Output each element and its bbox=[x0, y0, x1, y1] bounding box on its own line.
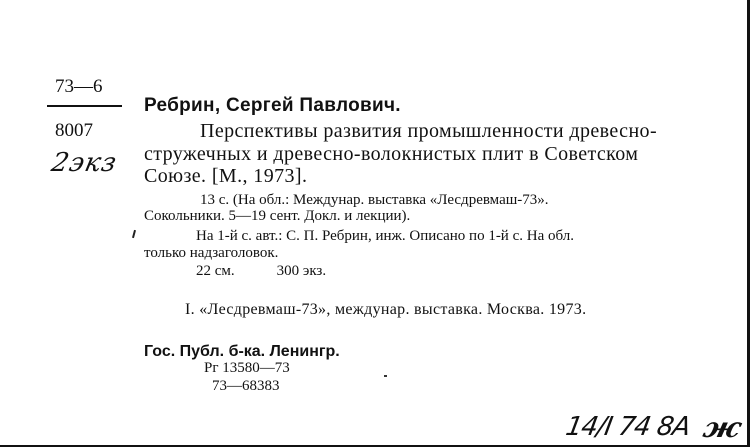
call-number-bottom: 8007 bbox=[55, 120, 93, 141]
note-line-2: только надзаголовок. bbox=[144, 245, 279, 261]
title-line-2: стружечных и древесно-волокнистых плит в Советском bbox=[144, 143, 639, 165]
stray-pen-mark bbox=[132, 230, 136, 238]
collation-line-1: 13 с. (На обл.: Междунар. выставка «Лесдревмаш-73». bbox=[200, 192, 549, 208]
stray-dot-mark bbox=[384, 375, 387, 377]
title-line-1: Перспективы развития промышленности древесно- bbox=[200, 120, 658, 142]
size-text: 22 см. bbox=[196, 263, 235, 279]
size-and-copies bbox=[196, 264, 326, 279]
author-heading: Ребрин, Сергей Павлович. bbox=[144, 95, 401, 116]
title-line-3: Союзе. [М., 1973]. bbox=[144, 165, 308, 187]
call-number-top: 73—6 bbox=[55, 76, 103, 97]
call-number-divider bbox=[47, 105, 122, 107]
collation-line-2: Сокольники. 5—19 сент. Докл. и лекции). bbox=[144, 208, 411, 224]
note-line-1: На 1-й с. авт.: С. П. Ребрин, инж. Описано по 1-й с. На обл. bbox=[196, 228, 574, 244]
subject-entry: I. «Лесдревмаш-73», междунар. выставка. Москва. 1973. bbox=[185, 301, 587, 318]
accession-number-1: Рг 13580—73 bbox=[204, 360, 290, 376]
copies-text: 300 экз. bbox=[276, 263, 327, 279]
accession-number-2: 73—68383 bbox=[212, 378, 280, 394]
handwritten-date-stamp: 14/I 74 8А bbox=[563, 412, 693, 442]
handwritten-initials: ж bbox=[700, 411, 745, 444]
handwritten-copies-note: 2экз bbox=[48, 148, 121, 178]
library-name: Гос. Публ. б-ка. Ленингр. bbox=[144, 343, 340, 360]
